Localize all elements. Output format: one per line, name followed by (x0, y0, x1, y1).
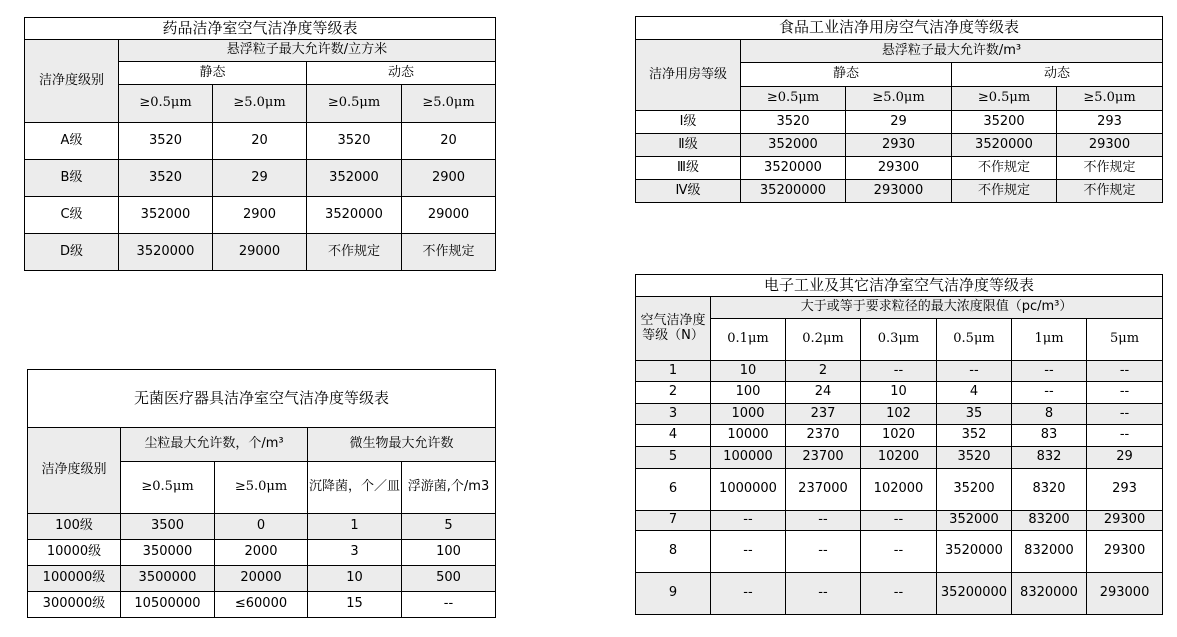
particle-group-header: 悬浮粒子最大允许数/m³ (741, 40, 1163, 63)
value-cell: 2900 (402, 160, 496, 197)
grade-cell: 2 (636, 382, 711, 404)
value-cell: -- (1087, 382, 1163, 404)
table-row (28, 592, 496, 618)
value-cell: 15 (308, 592, 402, 618)
value-cell: 29300 (1087, 511, 1163, 531)
value-cell: -- (402, 592, 496, 618)
value-cell: -- (861, 573, 937, 615)
value-cell: 3520 (741, 111, 846, 134)
grade-cell: 7 (636, 511, 711, 531)
airborne-bacteria-header: 浮游菌,个/m3 (402, 462, 496, 514)
dynamic-header: 动态 (952, 63, 1163, 87)
table-row (636, 469, 1163, 511)
dust-group-header: 尘粒最大允许数，个/m³ (121, 428, 308, 462)
value-cell: 3 (308, 540, 402, 566)
value-cell: 29300 (1087, 531, 1163, 573)
value-cell: 293000 (1087, 573, 1163, 615)
value-cell: 293000 (846, 180, 952, 203)
table-row (28, 566, 496, 592)
grade-header: 空气洁净度等级（N） (636, 297, 711, 361)
value-cell: 3520 (119, 160, 213, 197)
table-row (25, 234, 496, 271)
value-cell: 237 (786, 404, 861, 425)
grade-cell: Ⅰ级 (636, 111, 741, 134)
microbe-group-header: 微生物最大允许数 (308, 428, 496, 462)
table-row (636, 180, 1163, 203)
grade-cell: 300000级 (28, 592, 121, 618)
size-header: ≥0.5μm (121, 462, 215, 514)
size-header: 0.2μm (786, 319, 861, 361)
table-row (636, 573, 1163, 615)
size-header: ≥5.0μm (215, 462, 308, 514)
grade-cell: D级 (25, 234, 119, 271)
size-header: ≥5.0μm (846, 87, 952, 111)
value-cell: -- (711, 573, 786, 615)
value-cell: 不作规定 (952, 157, 1057, 180)
value-cell: 1000000 (711, 469, 786, 511)
particle-group-header: 悬浮粒子最大允许数/立方米 (119, 40, 496, 62)
grade-header: 洁净度级别 (25, 40, 119, 123)
grade-cell: A级 (25, 123, 119, 160)
value-cell: 3520000 (937, 531, 1012, 573)
value-cell: 3520000 (119, 234, 213, 271)
grade-cell: 6 (636, 469, 711, 511)
size-header: 0.5μm (937, 319, 1012, 361)
value-cell: 2900 (213, 197, 307, 234)
value-cell: 29300 (1057, 134, 1163, 157)
value-cell: 20000 (215, 566, 308, 592)
size-header: ≥5.0μm (402, 85, 496, 123)
table-row (636, 531, 1163, 573)
value-cell: 10500000 (121, 592, 215, 618)
value-cell: 29 (846, 111, 952, 134)
value-cell: -- (1087, 404, 1163, 425)
value-cell: 29300 (846, 157, 952, 180)
value-cell: 35200 (952, 111, 1057, 134)
value-cell: 35200000 (741, 180, 846, 203)
value-cell: 3520 (307, 123, 402, 160)
size-header: 0.3μm (861, 319, 937, 361)
value-cell: 8320 (1012, 469, 1087, 511)
value-cell: -- (711, 511, 786, 531)
value-cell: 4 (937, 382, 1012, 404)
grade-cell: B级 (25, 160, 119, 197)
table-title: 电子工业及其它洁净室空气洁净度等级表 (636, 275, 1163, 297)
value-cell: -- (786, 531, 861, 573)
value-cell: -- (786, 573, 861, 615)
value-cell: 10 (308, 566, 402, 592)
value-cell: 10 (861, 382, 937, 404)
dynamic-header: 动态 (307, 62, 496, 85)
value-cell: 10 (711, 361, 786, 382)
table-title: 药品洁净室空气洁净度等级表 (25, 18, 496, 40)
value-cell: ≤60000 (215, 592, 308, 618)
value-cell: 832 (1012, 447, 1087, 469)
value-cell: 100000 (711, 447, 786, 469)
electronics-cleanroom-table (635, 274, 1163, 615)
value-cell: 10200 (861, 447, 937, 469)
grade-cell: 100000级 (28, 566, 121, 592)
value-cell: 8 (1012, 404, 1087, 425)
value-cell: 2000 (215, 540, 308, 566)
size-header: 5μm (1087, 319, 1163, 361)
value-cell: 102000 (861, 469, 937, 511)
value-cell: 8320000 (1012, 573, 1087, 615)
grade-cell: C级 (25, 197, 119, 234)
size-header: ≥0.5μm (952, 87, 1057, 111)
value-cell: 3500000 (121, 566, 215, 592)
static-header: 静态 (741, 63, 952, 87)
concentration-group-header: 大于或等于要求粒径的最大浓度限值（pc/m³） (711, 297, 1163, 319)
value-cell: -- (861, 511, 937, 531)
value-cell: 3520 (937, 447, 1012, 469)
value-cell: 3500 (121, 514, 215, 540)
size-header: 0.1μm (711, 319, 786, 361)
value-cell: 83 (1012, 425, 1087, 447)
value-cell: -- (1087, 361, 1163, 382)
grade-cell: 5 (636, 447, 711, 469)
size-header: ≥0.5μm (307, 85, 402, 123)
value-cell: 3520000 (741, 157, 846, 180)
value-cell: 5 (402, 514, 496, 540)
table-row (636, 134, 1163, 157)
value-cell: 350000 (121, 540, 215, 566)
table-row (636, 511, 1163, 531)
value-cell: 20 (213, 123, 307, 160)
medical-device-cleanroom-table (27, 369, 496, 618)
static-header: 静态 (119, 62, 307, 85)
size-header: 1μm (1012, 319, 1087, 361)
value-cell: 293 (1087, 469, 1163, 511)
table-row (636, 382, 1163, 404)
table-row (636, 447, 1163, 469)
value-cell: 不作规定 (1057, 180, 1163, 203)
grade-cell: 9 (636, 573, 711, 615)
value-cell: 2930 (846, 134, 952, 157)
value-cell: 352000 (307, 160, 402, 197)
value-cell: 不作规定 (402, 234, 496, 271)
value-cell: 832000 (1012, 531, 1087, 573)
value-cell: 237000 (786, 469, 861, 511)
value-cell: 不作规定 (307, 234, 402, 271)
grade-cell: 4 (636, 425, 711, 447)
value-cell: 83200 (1012, 511, 1087, 531)
grade-cell: 3 (636, 404, 711, 425)
value-cell: 29 (213, 160, 307, 197)
settling-bacteria-header: 沉降菌，个／皿 (308, 462, 402, 514)
value-cell: 29000 (402, 197, 496, 234)
value-cell: 29 (1087, 447, 1163, 469)
grade-cell: 1 (636, 361, 711, 382)
value-cell: -- (937, 361, 1012, 382)
table-row (25, 123, 496, 160)
value-cell: 352000 (937, 511, 1012, 531)
value-cell: 102 (861, 404, 937, 425)
grade-cell: Ⅱ级 (636, 134, 741, 157)
grade-cell: Ⅲ级 (636, 157, 741, 180)
table-row (636, 111, 1163, 134)
value-cell: -- (861, 531, 937, 573)
value-cell: -- (861, 361, 937, 382)
table-title: 食品工业洁净用房空气洁净度等级表 (636, 17, 1163, 40)
value-cell: 352000 (741, 134, 846, 157)
table-row (25, 197, 496, 234)
grade-header: 洁净用房等级 (636, 40, 741, 111)
value-cell: -- (1012, 382, 1087, 404)
value-cell: 0 (215, 514, 308, 540)
table-row (636, 404, 1163, 425)
value-cell: -- (786, 511, 861, 531)
value-cell: 1 (308, 514, 402, 540)
grade-cell: 8 (636, 531, 711, 573)
table-row (28, 514, 496, 540)
table-row (636, 425, 1163, 447)
value-cell: 不作规定 (952, 180, 1057, 203)
value-cell: 3520000 (952, 134, 1057, 157)
grade-cell: 10000级 (28, 540, 121, 566)
value-cell: 100 (402, 540, 496, 566)
value-cell: 1000 (711, 404, 786, 425)
value-cell: 不作规定 (1057, 157, 1163, 180)
value-cell: -- (711, 531, 786, 573)
value-cell: 3520000 (307, 197, 402, 234)
value-cell: 23700 (786, 447, 861, 469)
value-cell: 352 (937, 425, 1012, 447)
table-row (636, 361, 1163, 382)
value-cell: 352000 (119, 197, 213, 234)
grade-cell: Ⅳ级 (636, 180, 741, 203)
value-cell: 1020 (861, 425, 937, 447)
value-cell: 100 (711, 382, 786, 404)
value-cell: -- (1012, 361, 1087, 382)
value-cell: 35200000 (937, 573, 1012, 615)
table-row (25, 160, 496, 197)
value-cell: 29000 (213, 234, 307, 271)
grade-cell: 100级 (28, 514, 121, 540)
value-cell: 20 (402, 123, 496, 160)
value-cell: 2 (786, 361, 861, 382)
size-header: ≥5.0μm (213, 85, 307, 123)
table-row (28, 540, 496, 566)
value-cell: 500 (402, 566, 496, 592)
size-header: ≥0.5μm (119, 85, 213, 123)
value-cell: 2370 (786, 425, 861, 447)
table-row (636, 157, 1163, 180)
value-cell: 35200 (937, 469, 1012, 511)
value-cell: 35 (937, 404, 1012, 425)
pharma-cleanroom-table (24, 17, 496, 271)
value-cell: 24 (786, 382, 861, 404)
value-cell: 3520 (119, 123, 213, 160)
value-cell: 10000 (711, 425, 786, 447)
food-cleanroom-table (635, 16, 1163, 203)
size-header: ≥0.5μm (741, 87, 846, 111)
grade-header: 洁净度级别 (28, 428, 121, 514)
table-title: 无菌医疗器具洁净室空气洁净度等级表 (28, 370, 496, 428)
size-header: ≥5.0μm (1057, 87, 1163, 111)
value-cell: 293 (1057, 111, 1163, 134)
value-cell: -- (1087, 425, 1163, 447)
